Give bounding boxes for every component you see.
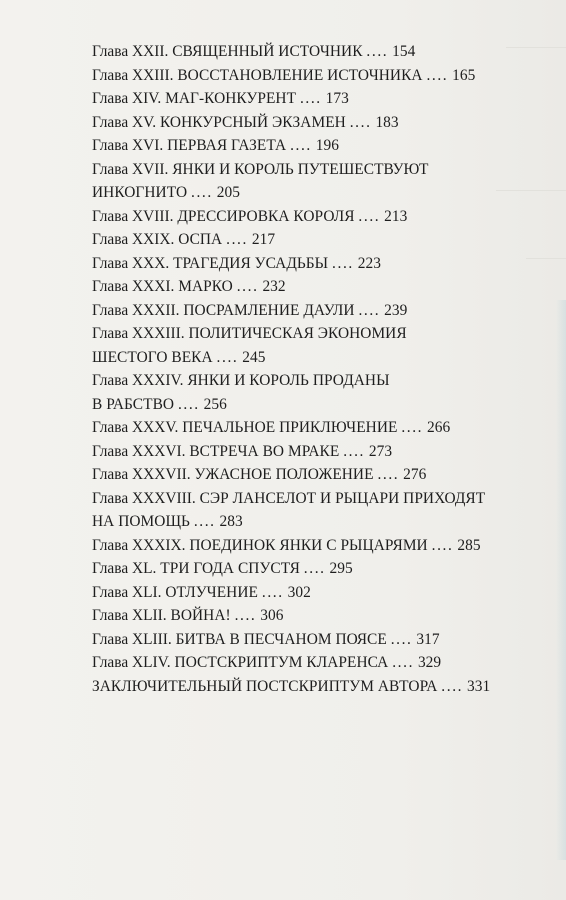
dot-leader: ....	[216, 348, 239, 366]
dot-leader: ....	[390, 630, 413, 648]
chapter-number: Глава XXIX.	[92, 231, 175, 248]
chapter-title: КОНКУРСНЫЙ ЭКЗАМЕН	[160, 113, 346, 131]
chapter-number: Глава XLI.	[92, 583, 162, 601]
toc-entry-line	[92, 228, 552, 252]
chapter-title: ТРИ ГОДА СПУСТЯ	[160, 560, 300, 577]
dot-leader: ....	[193, 513, 216, 530]
chapter-number: Глава XXXVIII.	[92, 489, 196, 507]
chapter-number: Глава XLII.	[92, 607, 167, 624]
page-edge-shadow	[556, 300, 566, 860]
toc-entry-line	[92, 134, 552, 158]
chapter-title: ПЕЧАЛЬНОЕ ПРИКЛЮЧЕНИЕ	[182, 419, 398, 436]
toc-entry-line	[92, 628, 552, 652]
page-number: 196	[315, 137, 340, 154]
dot-leader: ....	[358, 301, 381, 319]
chapter-number: Глава XLIV.	[92, 654, 171, 671]
page-number: 217	[251, 231, 276, 248]
page-number: 154	[392, 43, 416, 60]
chapter-number: Глава XXX.	[92, 254, 170, 272]
toc-entry-line	[92, 416, 552, 440]
page-number: 295	[329, 560, 353, 577]
chapter-title: ОТЛУЧЕНИЕ	[165, 583, 258, 601]
chapter-number: Глава XL.	[92, 560, 157, 577]
chapter-title: ОСПА	[178, 231, 223, 248]
chapter-title: ПЕРВАЯ ГАЗЕТА	[167, 137, 287, 154]
page-number: 205	[216, 184, 240, 201]
toc-entry-line	[92, 604, 552, 628]
page-number: 306	[260, 607, 284, 624]
toc-entry-line	[92, 40, 552, 64]
dot-leader: ....	[401, 419, 424, 436]
toc-entry-line	[92, 369, 552, 393]
chapter-title: СЭР ЛАНСЕЛОТ И РЫЦАРИ ПРИХОДЯТ	[199, 489, 486, 507]
dot-leader: ....	[366, 43, 389, 60]
toc-entry-line	[92, 252, 552, 276]
chapter-number: Глава XXXIII.	[92, 325, 185, 342]
dot-leader: ....	[377, 466, 400, 483]
page-number: 165	[452, 66, 476, 84]
dot-leader: ....	[392, 654, 415, 671]
chapter-title: ПОЕДИНОК ЯНКИ С РЫЦАРЯМИ	[189, 536, 428, 554]
chapter-number: Глава XVI.	[92, 137, 164, 154]
dot-leader: ....	[303, 560, 326, 577]
chapter-title: ЯНКИ И КОРОЛЬ ПРОДАНЫ	[187, 372, 390, 389]
dot-leader: ....	[343, 442, 365, 460]
dot-leader: ....	[426, 66, 449, 84]
chapter-title: ИНКОГНИТО	[92, 184, 188, 201]
chapter-number: Глава XLIII.	[92, 630, 172, 648]
toc-entry-line	[92, 534, 552, 558]
page-number: 183	[375, 113, 399, 131]
table-of-contents	[92, 40, 552, 698]
page-number: 302	[287, 583, 311, 601]
chapter-title: ВОССТАНОВЛЕНИЕ ИСТОЧНИКА	[177, 66, 423, 84]
toc-entry-line	[92, 275, 552, 299]
toc-entry-line	[92, 675, 552, 699]
dot-leader: ....	[332, 254, 354, 272]
dot-leader: ....	[431, 536, 454, 554]
toc-entry-line	[92, 581, 552, 605]
page-number: 245	[242, 348, 266, 366]
dot-leader: ....	[299, 90, 322, 107]
dot-leader: ....	[261, 583, 284, 601]
toc-entry-line	[92, 440, 552, 464]
chapter-title: МАГ-КОНКУРЕНТ	[165, 90, 297, 107]
dot-leader: ....	[191, 184, 213, 201]
chapter-title: МАРКО	[178, 278, 233, 295]
page-number: 256	[203, 395, 227, 413]
dot-leader: ....	[226, 231, 248, 248]
chapter-number: Глава XXIII.	[92, 66, 174, 84]
chapter-number: Глава XXXV.	[92, 419, 179, 436]
dot-leader: ....	[349, 113, 372, 131]
dot-leader: ....	[177, 395, 200, 413]
chapter-title: ЯНКИ И КОРОЛЬ ПУТЕШЕСТВУЮТ	[172, 160, 429, 178]
page-number: 232	[262, 278, 286, 295]
dot-leader: ....	[441, 677, 464, 695]
toc-entry-line	[92, 651, 552, 675]
chapter-number: Глава XVII.	[92, 160, 169, 178]
chapter-number: Глава XXXIX.	[92, 536, 186, 554]
toc-entry-line	[92, 463, 552, 487]
page-number: 317	[416, 630, 440, 648]
page-number: 285	[457, 536, 481, 554]
toc-entry-line	[92, 393, 552, 417]
toc-entry-line	[92, 510, 552, 534]
chapter-number: Глава XXXIV.	[92, 372, 184, 389]
page-number: 213	[384, 207, 408, 225]
page-number: 331	[467, 677, 491, 695]
page-number: 266	[427, 419, 451, 436]
chapter-title: ТРАГЕДИЯ УСАДЬБЫ	[173, 254, 329, 272]
dot-leader: ....	[290, 137, 312, 154]
toc-entry-line	[92, 158, 552, 182]
chapter-number: Глава XXII.	[92, 43, 169, 60]
toc-entry-line	[92, 111, 552, 135]
chapter-title: ПОСТСКРИПТУМ КЛАРЕНСА	[174, 654, 389, 671]
chapter-number: Глава XIV.	[92, 90, 162, 107]
chapter-number: Глава XXXVII.	[92, 466, 191, 483]
chapter-title: УЖАСНОЕ ПОЛОЖЕНИЕ	[194, 466, 374, 483]
page-number: 239	[384, 301, 408, 319]
chapter-number: Глава XXXII.	[92, 301, 180, 319]
chapter-title: БИТВА В ПЕСЧАНОМ ПОЯСЕ	[175, 630, 387, 648]
chapter-title: СВЯЩЕННЫЙ ИСТОЧНИК	[172, 43, 363, 60]
chapter-title: ПОСРАМЛЕНИЕ ДАУЛИ	[183, 301, 355, 319]
page-number: 173	[325, 90, 349, 107]
chapter-number: Глава XXXI.	[92, 278, 175, 295]
toc-entry-line	[92, 87, 552, 111]
chapter-number: Глава XXXVI.	[92, 442, 186, 460]
chapter-title: НА ПОМОЩЬ	[92, 513, 190, 530]
toc-entry-line	[92, 322, 552, 346]
chapter-title: ПОЛИТИЧЕСКАЯ ЭКОНОМИЯ	[188, 325, 407, 342]
toc-entry-line	[92, 205, 552, 229]
page-number: 329	[417, 654, 442, 671]
dot-leader: ....	[234, 607, 257, 624]
toc-entry-line	[92, 487, 552, 511]
chapter-number: Глава XV.	[92, 113, 157, 131]
toc-entry-line	[92, 557, 552, 581]
chapter-title: ВОЙНА!	[170, 607, 231, 624]
chapter-title: ЗАКЛЮЧИТЕЛЬНЫЙ ПОСТСКРИПТУМ АВТОРА	[92, 677, 438, 695]
chapter-title: В РАБСТВО	[92, 395, 175, 413]
chapter-title: ШЕСТОГО ВЕКА	[92, 348, 213, 366]
toc-entry-line	[92, 181, 552, 205]
chapter-title: ВСТРЕЧА ВО МРАКЕ	[189, 442, 340, 460]
toc-entry-line	[92, 299, 552, 323]
page-number: 276	[403, 466, 427, 483]
toc-entry-line	[92, 64, 552, 88]
chapter-title: ДРЕССИРОВКА КОРОЛЯ	[177, 207, 355, 225]
toc-entry-line	[92, 346, 552, 370]
page-number: 273	[368, 442, 393, 460]
page-number: 283	[219, 513, 243, 530]
chapter-number: Глава XVIII.	[92, 207, 174, 225]
dot-leader: ....	[358, 207, 381, 225]
page-number: 223	[357, 254, 381, 272]
dot-leader: ....	[236, 278, 259, 295]
